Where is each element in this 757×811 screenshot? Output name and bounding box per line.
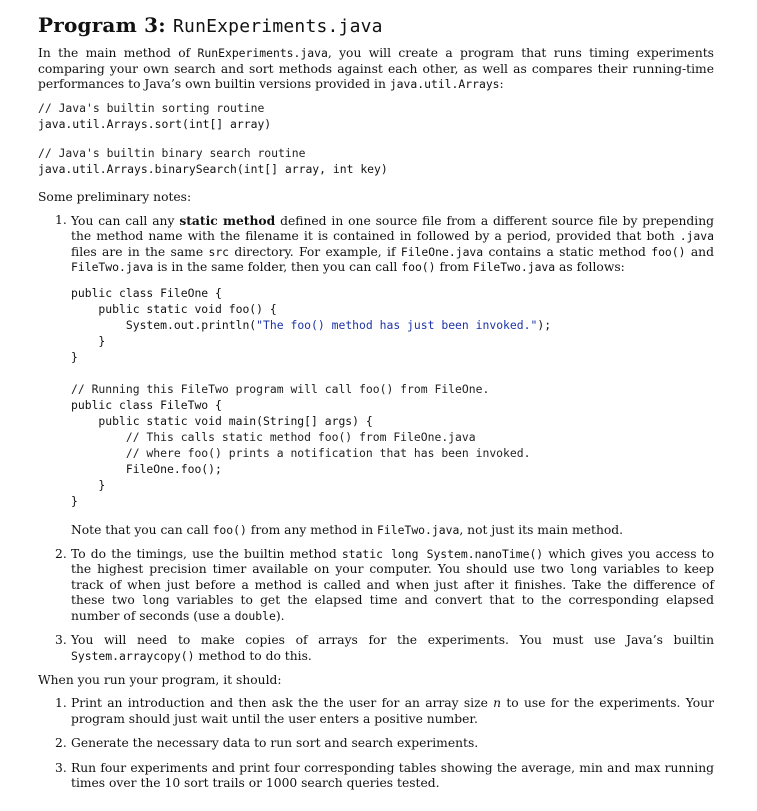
code-block-sort xyxy=(38,100,714,132)
code-block-binary-search xyxy=(38,145,714,177)
notes-heading: Some preliminary notes: xyxy=(38,189,192,204)
note-item-1: 1. You can call any static method defined in one source file from a different source file by prepending the method name with the filename it is contained in followed by a period, provided that both .java files are in the same src directory. For example, if FileOne.java contains a static method foo() and FileTwo.java is in the same folder, then you can call foo() from FileTwo.java as follows: public class FileOne { public static void foo() { System.out.println("The foo() method has just been invoked."); } } // Running this FileTwo program will call foo() from FileOne. public class FileTwo { public static void main(String[] args) { // This calls static method foo() from FileOne.java // where foo() prints a notification that has been invoked. FileOne.foo(); } } Note that you can call foo() from any method in FileTwo.java, not just its main method. xyxy=(55,213,714,537)
page-title: Program 3: RunExperiments.java xyxy=(38,13,383,37)
code-comment: // Java's builtin binary search routine xyxy=(38,145,306,160)
code-line: public class FileTwo { xyxy=(71,397,222,412)
code-comment: // Running this FileTwo program will call foo() from FileOne. xyxy=(71,381,490,396)
code-line: public static void main(String[] args) { xyxy=(71,413,373,428)
code-comment: // where foo() prints a notification that has been invoked. xyxy=(71,445,531,460)
run-steps-list xyxy=(38,696,714,791)
code-comment: // Java's builtin sorting routine xyxy=(38,100,265,115)
code-line: } xyxy=(71,333,106,348)
code-line: System.out.println("The foo() method has just been invoked."); xyxy=(71,317,552,332)
title-filename: RunExperiments.java xyxy=(173,16,383,37)
code-line: } xyxy=(71,493,78,508)
note-item-2: 2. To do the timings, use the builtin method static long System.nanoTime() which gives you access to the highest precision timer available on your computer. You should use two long variables to keep track of when just before a method is called and when just after it finishes. Take the difference of these two long variables to get the elapsed time and convert that to the corresponding elapsed number of seconds (use a double). xyxy=(55,547,715,623)
run-step-1: 1. Print an introduction and then ask the the user for an array size n to use for the experiments. Your program should just wait until the user enters a positive number. xyxy=(55,696,714,726)
run-step-3: 3. Run four experiments and print four corresponding tables showing the average, min and max running times over the 10 sort trails or 1000 search queries tested. xyxy=(55,760,714,790)
note-item-3: 3. You will need to make copies of arrays for the experiments. You must use Java’s builtin System.arraycopy() method to do this. xyxy=(55,633,714,663)
code-line: java.util.Arrays.binarySearch(int[] array, int key) xyxy=(38,161,388,176)
code-line: java.util.Arrays.sort(int[] array) xyxy=(38,116,272,131)
code-comment: // This calls static method foo() from FileOne.java xyxy=(71,429,476,444)
note-footnote: Note that you can call foo() from any method in FileTwo.java, not just its main method. xyxy=(71,522,624,537)
code-line: } xyxy=(71,349,78,364)
run-step-2: 2. Generate the necessary data to run sort and search experiments. xyxy=(55,736,479,751)
intro-paragraph: In the main method of RunExperiments.java, you will create a program that runs timing experiments comparing your own search and sort methods against each other, as well as compares their running-time performances to Java’s own builtin versions provided in java.util.Arrays: xyxy=(38,46,714,92)
notes-list xyxy=(38,213,714,664)
code-string: "The foo() method has just been invoked." xyxy=(256,317,538,332)
code-line: public static void foo() { xyxy=(71,301,277,316)
code-line: public class FileOne { xyxy=(71,285,222,300)
code-block-filetwo xyxy=(71,381,714,509)
document-page xyxy=(38,13,715,800)
code-line: } xyxy=(71,477,106,492)
code-line: FileOne.foo(); xyxy=(71,461,222,476)
code-block-fileone xyxy=(71,285,714,365)
run-heading: When you run your program, it should: xyxy=(38,672,282,687)
